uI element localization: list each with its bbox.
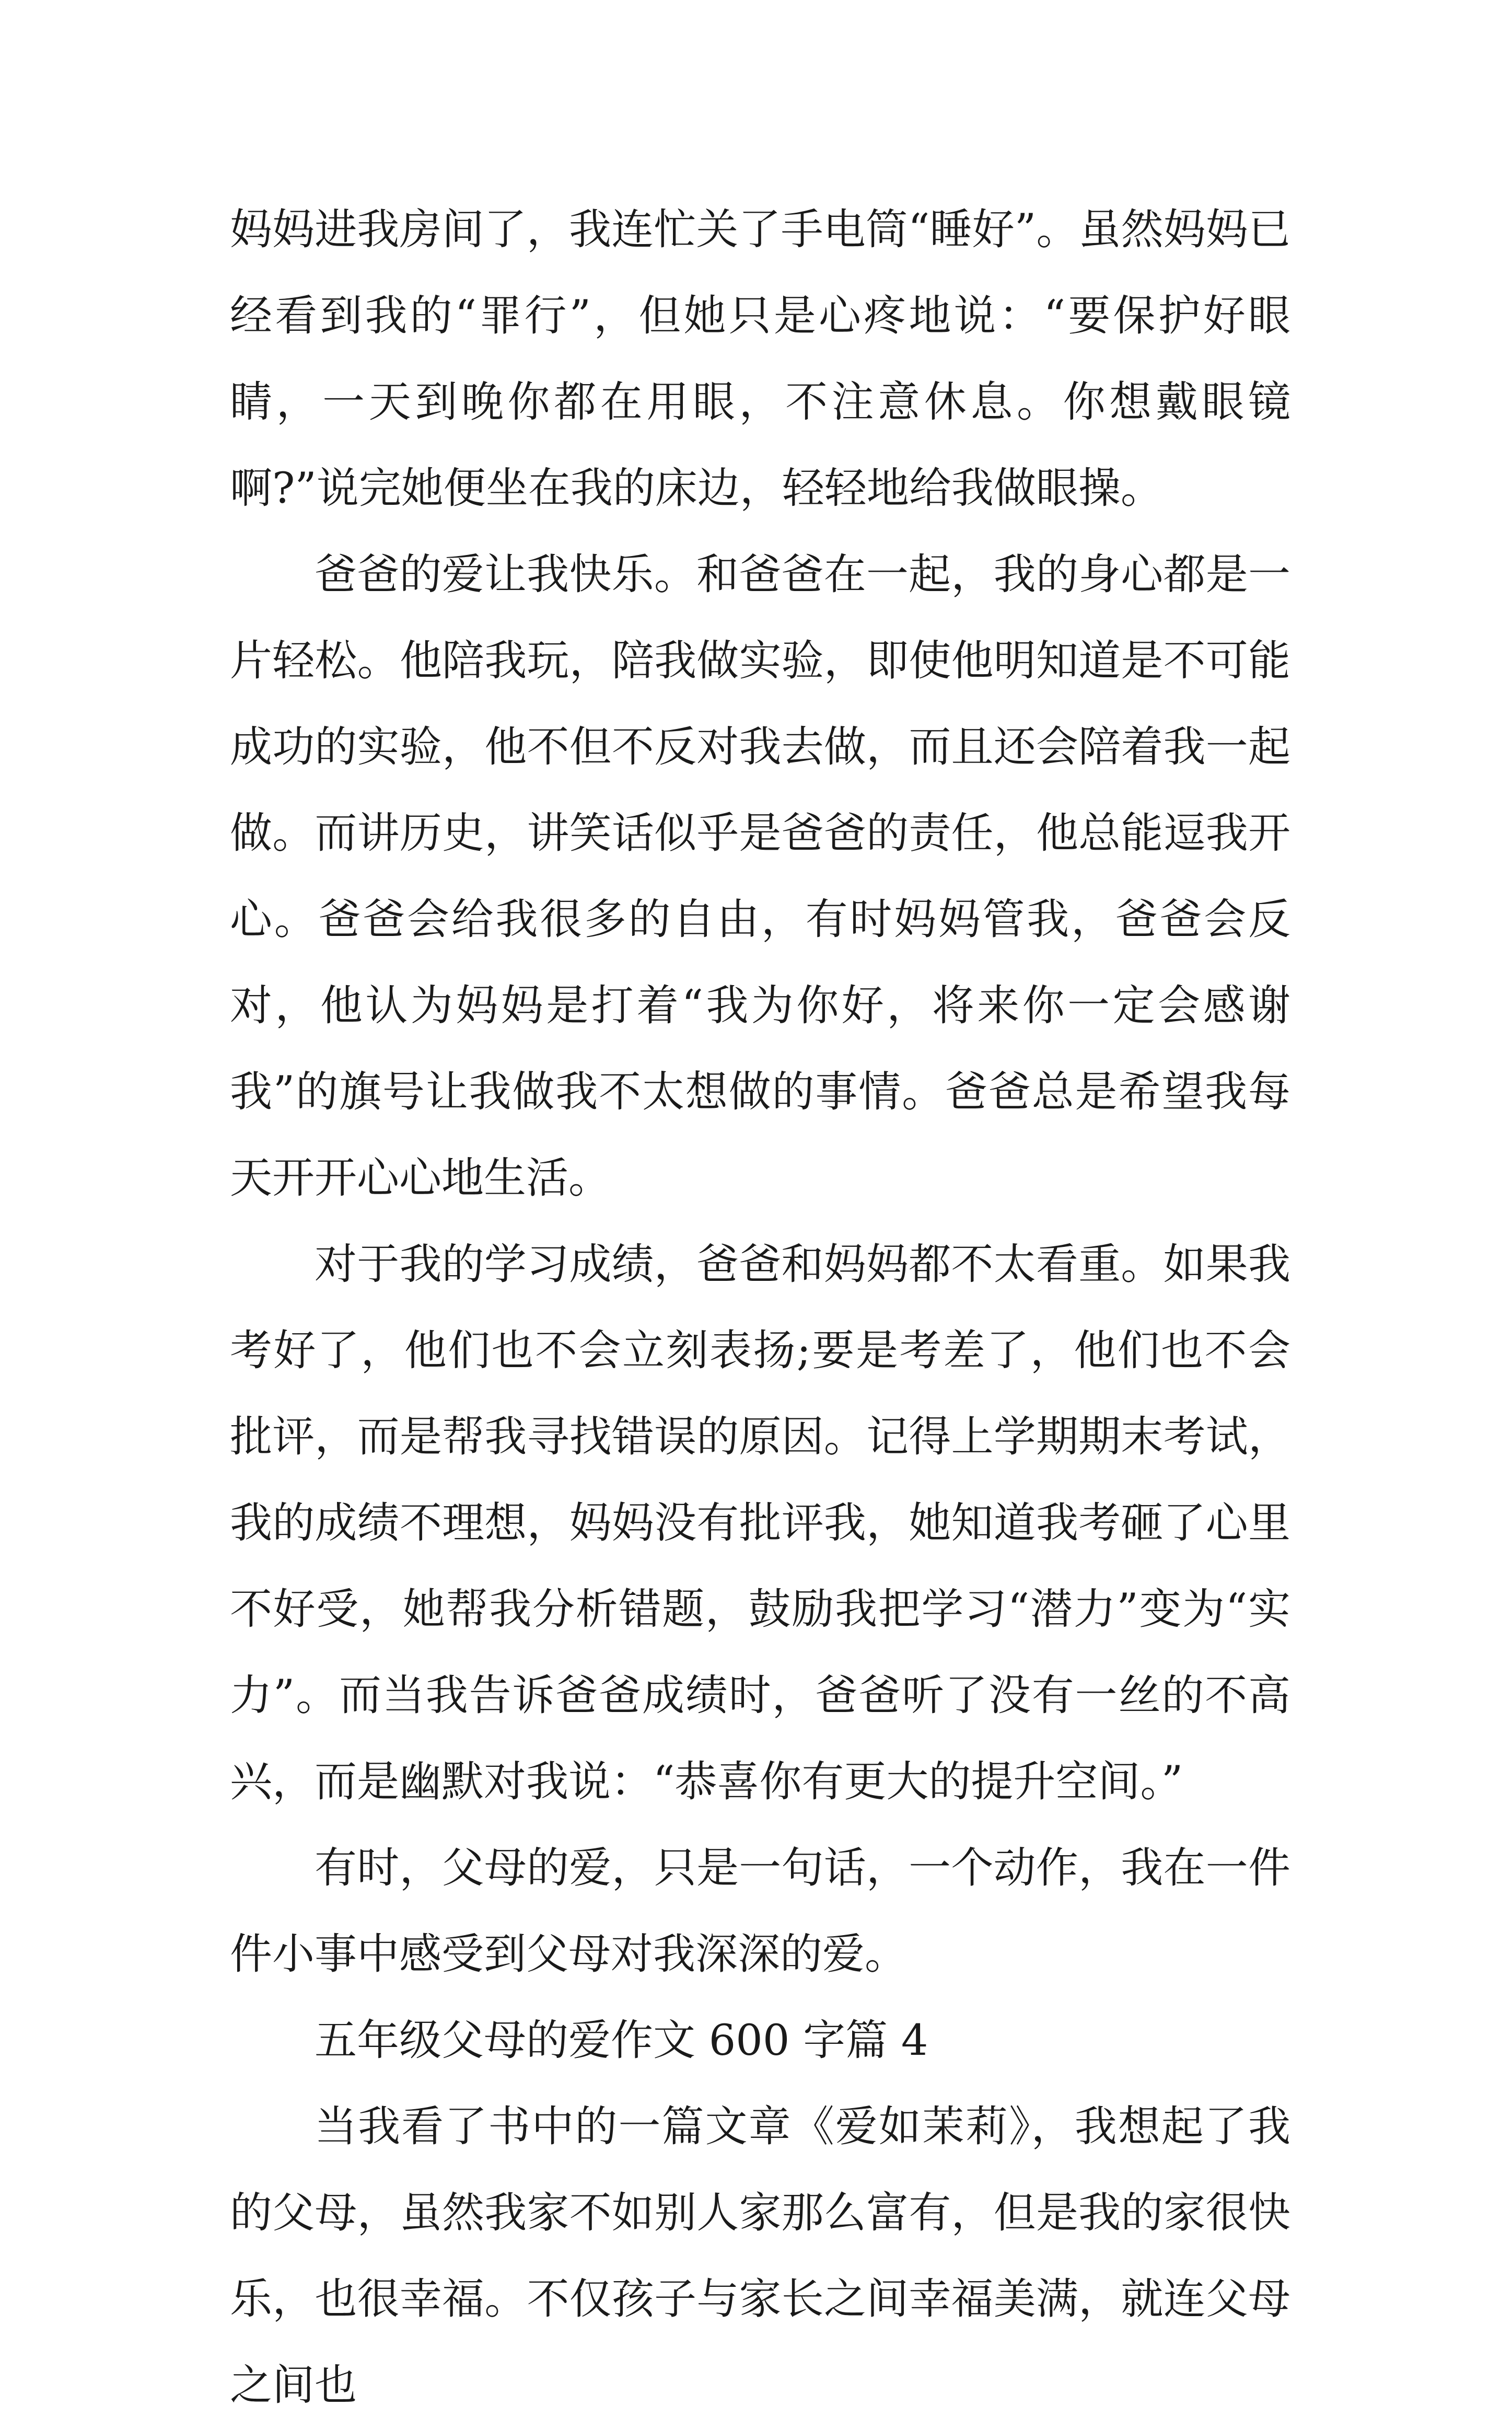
paragraph-4: 有时，父母的爱，只是一句话，一个动作，我在一件件小事中感受到父母对我深深的爱。 xyxy=(230,1844,1290,1979)
paragraph-3: 对于我的学习成绩，爸爸和妈妈都不太看重。如果我考好了，他们也不会立刻表扬;要是考差了，他们也不会批评，而是帮我寻找错误的原因。记得上学期期末考试，我的成绩不理想，妈妈没有批评我，她知道我考砸了心里不好受，她帮我分析错题，鼓励我把学习“潜力”变为“实力”。而当我告诉爸爸成绩时，爸爸听了没有一丝的不高兴，而是幽默对我说：“恭喜你有更大的提升空间。” xyxy=(230,1240,1290,1807)
document-body xyxy=(230,187,1290,2429)
paragraph-5: 当我看了书中的一篇文章《爱如茉莉》，我想起了我的父母，虽然我家不如别人家那么富有，但是我的家很快乐，也很幸福。不仅孩子与家长之间幸福美满，就连父母之间也 xyxy=(230,2102,1290,2410)
paragraph-1: 妈妈进我房间了，我连忙关了手电筒“睡好”。虽然妈妈已经看到我的“罪行”，但她只是心疼地说：“要保护好眼睛，一天到晚你都在用眼，不注意休息。你想戴眼镜啊?”说完她便坐在我的床边，轻轻地给我做眼操。 xyxy=(230,205,1290,513)
section-title: 五年级父母的爱作文 600 字篇 4 xyxy=(315,2016,928,2065)
paragraph-2: 爸爸的爱让我快乐。和爸爸在一起，我的身心都是一片轻松。他陪我玩，陪我做实验，即使他明知道是不可能成功的实验，他不但不反对我去做，而且还会陪着我一起做。而讲历史，讲笑话似乎是爸爸的责任，他总能逗我开心。爸爸会给我很多的自由，有时妈妈管我，爸爸会反对，他认为妈妈是打着“我为你好，将来你一定会感谢我”的旗号让我做我不太想做的事情。爸爸总是希望我每天开开心心地生活。 xyxy=(230,550,1290,1203)
